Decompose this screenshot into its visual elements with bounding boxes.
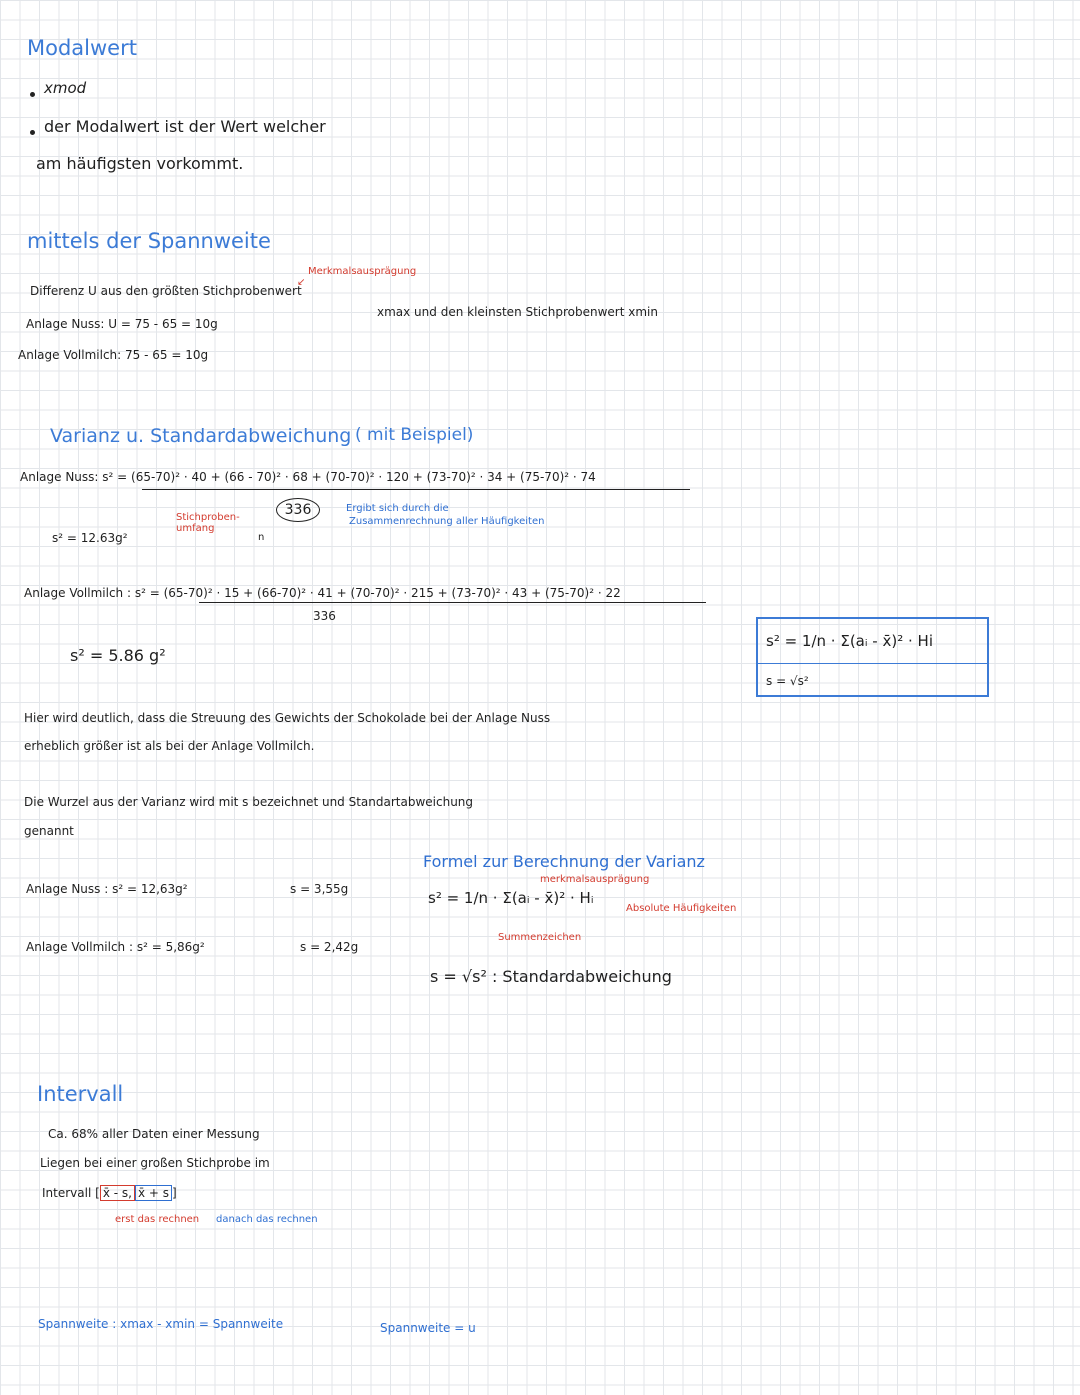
modalwert-bullet-1: xmod (44, 79, 87, 97)
formel-summen: Summenzeichen (498, 932, 582, 943)
intervall-line-2: Liegen bei einer großen Stichprobe im (40, 1156, 270, 1170)
varianz-vollmilch-result: s² = 5.86 g² (70, 646, 166, 665)
modalwert-bullet-2-line-2: am häufigsten vorkommt. (36, 154, 244, 173)
right-bound: x̄ + s (135, 1185, 172, 1201)
varianz-heading: Varianz u. Standardabweichung (50, 425, 352, 447)
varianz-nuss-formula: Anlage Nuss: s² = (65-70)² · 40 + (66 - 70)² · 68 + (70-70)² · 120 + (73-70)² · 34 + (75-70)² · 74 (20, 470, 596, 484)
bracket-close: ] (172, 1186, 177, 1200)
denominator-circle (276, 498, 320, 522)
formel-std: s = √s² : Standardabweichung (430, 967, 672, 986)
bullet-dot (30, 130, 35, 135)
formel-formula: s² = 1/n · Σ(aᵢ - x̄)² · Hᵢ (428, 889, 594, 907)
stichproben-label: Stichproben- umfang (176, 512, 240, 534)
note-line-1: Ergibt sich durch die (346, 503, 449, 514)
formula-box (756, 617, 989, 697)
merkmal-annotation: Merkmalsausprägung (308, 266, 417, 277)
bullet-dot (30, 92, 35, 97)
note-line-2: Zusammenrechnung aller Häufigkeiten (349, 516, 545, 527)
fraction-line (142, 489, 690, 490)
nuss-s2: Anlage Nuss : s² = 12,63g² (26, 882, 188, 896)
intervall-prefix: Intervall (42, 1186, 92, 1200)
statement-line-1: Hier wird deutlich, dass die Streuung des Gewichts der Schokolade bei der Anlage Nuss (24, 711, 551, 725)
varianz-vollmilch-formula: Anlage Vollmilch : s² = (65-70)² · 15 + (66-70)² · 41 + (70-70)² · 215 + (73-70)² · 43 + (75-70)² · 22 (24, 586, 621, 600)
spannweite-nuss: Anlage Nuss: U = 75 - 65 = 10g (26, 317, 218, 331)
formel-absolute: Absolute Häufigkeiten (626, 903, 737, 914)
box-divider (758, 663, 987, 664)
spannweite-xmax: xmax und den kleinsten Stichprobenwert xmin (377, 305, 658, 319)
box-s: s = √s² (766, 674, 809, 688)
vollmilch-s2: Anlage Vollmilch : s² = 5,86g² (26, 940, 205, 954)
spannweite-definition: Differenz U aus den größten Stichprobenwert (30, 284, 302, 298)
varianz-nuss-result: s² = 12.63g² (52, 531, 128, 545)
box-formula: s² = 1/n · Σ(aᵢ - x̄)² · Hi (766, 632, 933, 650)
modalwert-bullet-2-line-1: der Modalwert ist der Wert welcher (44, 117, 326, 136)
modalwert-heading: Modalwert (27, 36, 137, 60)
varianz-heading-suffix: ( mit Beispiel) (355, 425, 474, 445)
varianz-vollmilch-denominator: 336 (313, 609, 336, 623)
formel-heading: Formel zur Berechnung der Varianz (423, 852, 705, 871)
bracket-open: [ (95, 1186, 100, 1200)
arrow-down-icon: ↙ (297, 277, 306, 288)
footer-spannweite-formula: Spannweite : xmax - xmin = Spannweite (38, 1317, 284, 1331)
spannweite-heading: mittels der Spannweite (27, 229, 271, 253)
wurzel-line-2: genannt (24, 824, 74, 838)
spannweite-vollmilch: Anlage Vollmilch: 75 - 65 = 10g (18, 348, 209, 362)
note-blue: danach das rechnen (216, 1214, 318, 1225)
statement-line-2: erheblich größer ist als bei der Anlage Vollmilch. (24, 739, 315, 753)
wurzel-line-1: Die Wurzel aus der Varianz wird mit s bezeichnet und Standartabweichung (24, 795, 474, 809)
note-red: erst das rechnen (115, 1214, 200, 1225)
vollmilch-s: s = 2,42g (300, 940, 359, 954)
intervall-heading: Intervall (37, 1082, 124, 1106)
intervall-line-1: Ca. 68% aller Daten einer Messung (48, 1127, 260, 1141)
nuss-s: s = 3,55g (290, 882, 349, 896)
left-bound: x̄ - s, (100, 1185, 135, 1201)
formel-merkmal: merkmalsausprägung (540, 874, 650, 885)
fraction-line (199, 602, 706, 603)
intervall-line-3 (42, 1187, 177, 1201)
n-label: n (258, 532, 265, 543)
footer-spannweite-u: Spannweite = u (380, 1321, 476, 1335)
denominator-value: 336 (284, 502, 312, 518)
